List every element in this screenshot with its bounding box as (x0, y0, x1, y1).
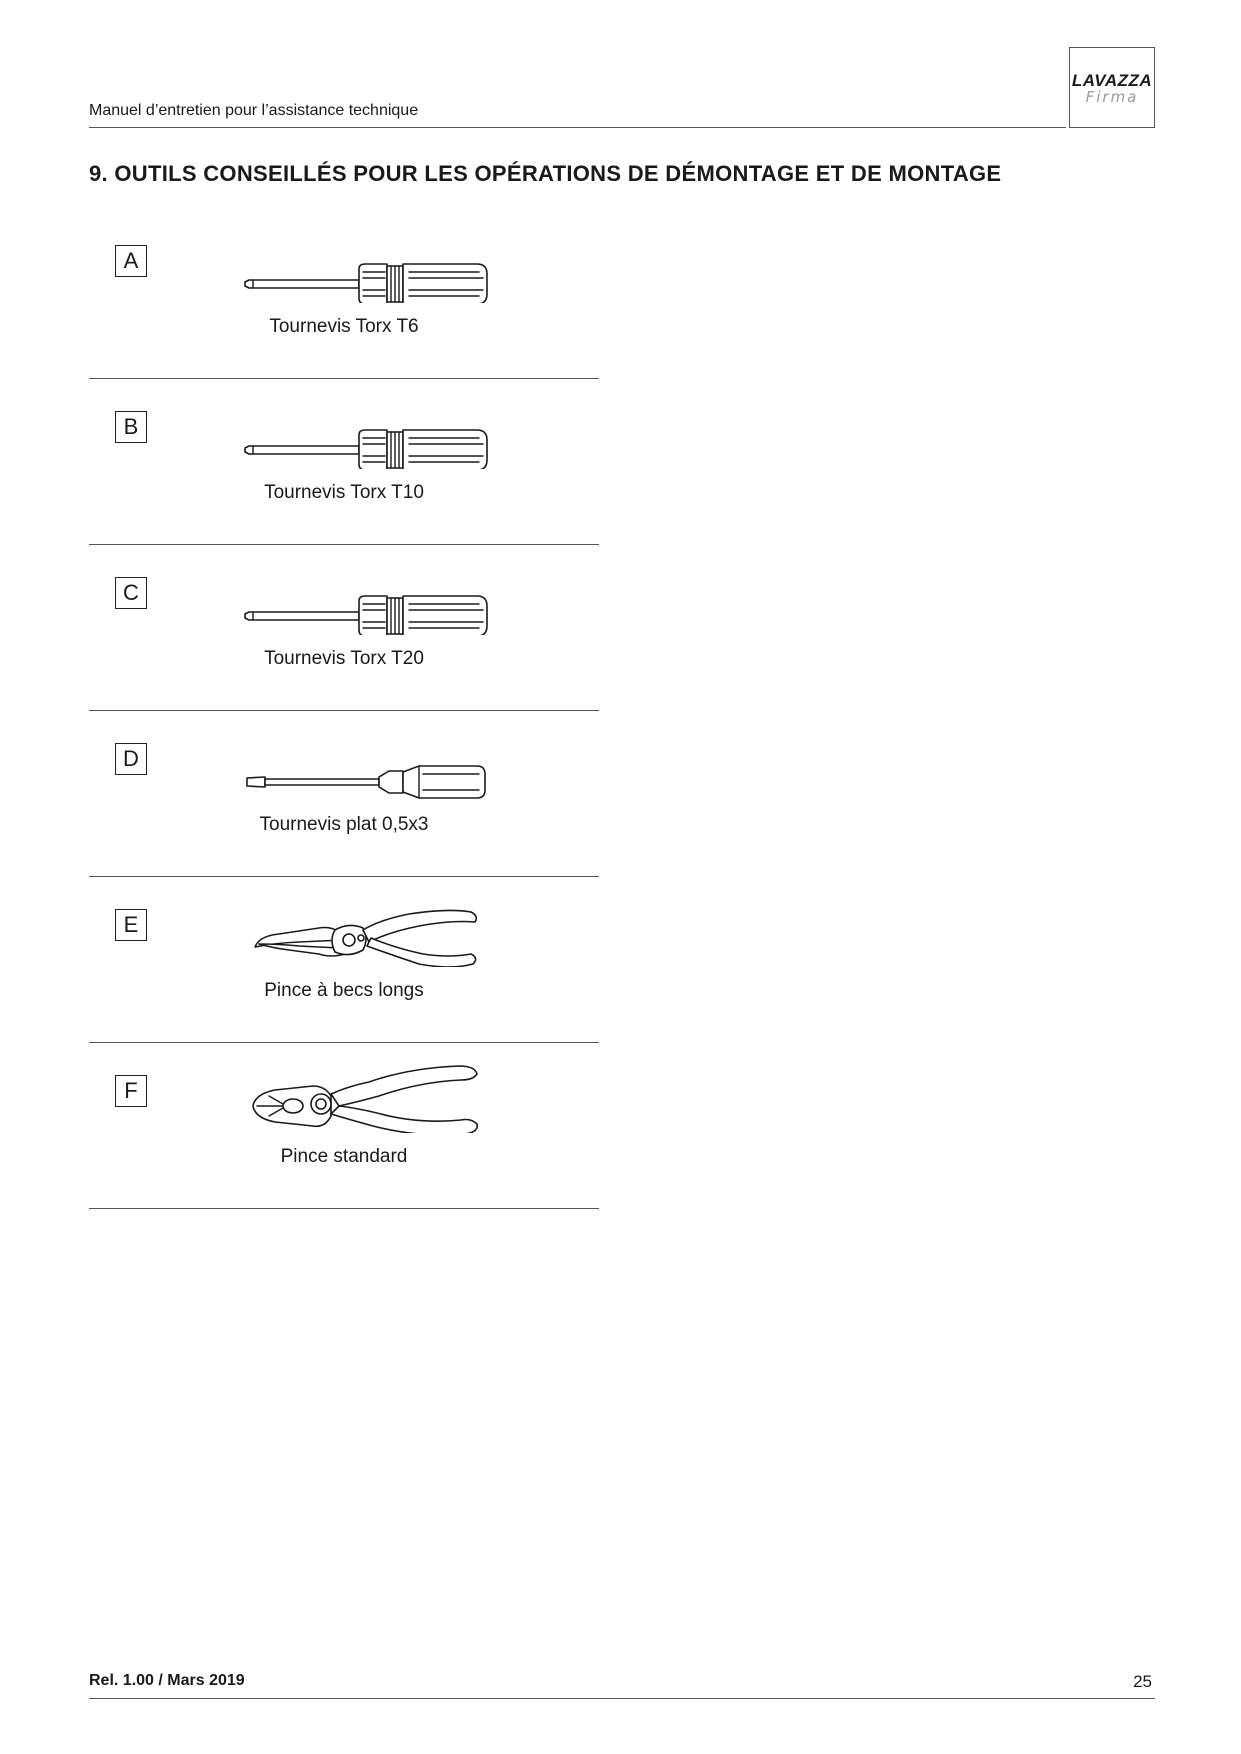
tool-row-d (89, 710, 599, 877)
combination-pliers-icon (239, 1058, 539, 1133)
tool-row-b (89, 378, 599, 545)
tool-caption: Tournevis Torx T6 (269, 316, 419, 337)
torx-screwdriver-icon (239, 560, 539, 635)
tool-caption: Tournevis Torx T10 (264, 482, 424, 503)
footer-divider (89, 1698, 1155, 1699)
tool-caption: Pince à becs longs (264, 980, 424, 1001)
header-divider (89, 127, 1066, 128)
long-nose-pliers-icon (239, 892, 539, 967)
torx-screwdriver-icon (239, 228, 539, 303)
tool-letter-box: F (115, 1075, 147, 1107)
tool-caption: Tournevis Torx T20 (264, 648, 424, 669)
tool-letter-box: B (115, 411, 147, 443)
flat-screwdriver-icon (239, 726, 539, 801)
tool-letter-box: E (115, 909, 147, 941)
page-number: 25 (1133, 1672, 1152, 1691)
tool-letter-box: C (115, 577, 147, 609)
manual-title: Manuel d’entretien pour l’assistance technique (89, 102, 419, 119)
logo-sub-text: Firma (1085, 88, 1139, 106)
tool-caption: Pince standard (280, 1146, 408, 1167)
tool-caption: Tournevis plat 0,5x3 (259, 814, 429, 835)
brand-logo (1069, 47, 1155, 128)
tool-letter-box: A (115, 245, 147, 277)
release-info: Rel. 1.00 / Mars 2019 (89, 1672, 245, 1689)
torx-screwdriver-icon (239, 394, 539, 469)
tool-letter-box: D (115, 743, 147, 775)
section-title: 9. OUTILS CONSEILLÉS POUR LES OPÉRATIONS DE DÉMONTAGE ET DE MONTAGE (89, 161, 1002, 186)
tool-row-e (89, 876, 599, 1043)
logo-brand-text: LAVAZZA (1071, 71, 1153, 90)
tool-row-c (89, 544, 599, 711)
tool-row-f (89, 1042, 599, 1209)
tool-row-a (89, 212, 599, 379)
